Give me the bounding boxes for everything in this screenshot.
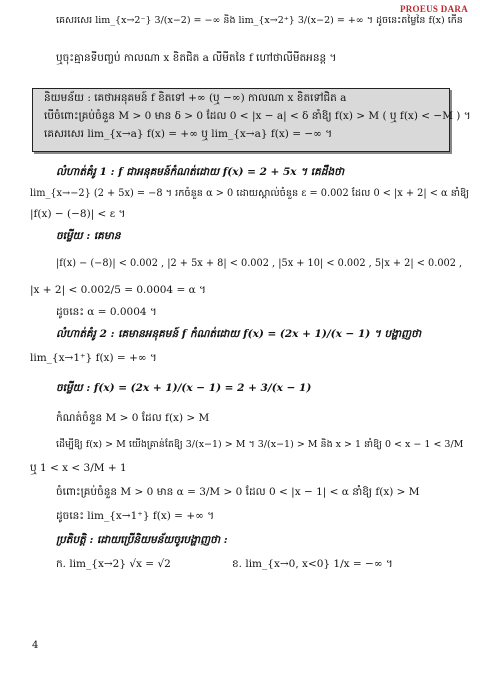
page-number: 4: [32, 640, 39, 651]
solution-1-step-a: |f(x) − (−8)| < 0.002 , |2 + 5x + 8| < 0.002 , |5x + 10| < 0.002 , 5|x + 2| < 0.002 ,: [56, 258, 463, 269]
solution-2-step-c: ឬ 1 < x < 3/M + 1: [30, 462, 127, 474]
text-line-1: គេសរសេរ lim_{x→2⁻} 3/(x−2) = −∞ និង lim_{x→2⁺} 3/(x−2) = +∞ ។ ដូចនេះតម្លៃនៃ f(x) កើន: [56, 15, 463, 26]
practice-heading: ប្រតិបត្តិ : ដោយប្រើនិយមន័យចូរបង្ហាញថា :: [56, 534, 228, 546]
solution-1-step-b: |x + 2| < 0.002/5 = 0.0004 = α ។: [30, 284, 206, 296]
solution-2-step-d: ចំពោះគ្រប់ចំនួន M > 0 មាន α = 3/M > 0 ដែល 0 < |x − 1| < α នាំឱ្យ f(x) > M: [56, 486, 420, 498]
solution-1-result: ដូចនេះ α = 0.0004 ។: [56, 306, 157, 318]
example-1-limit: lim_{x→−2} (2 + 5x) = −8 ។ រកចំនួន α > 0 ដោយស្គាល់ចំនួន ε = 0.002 ដែល 0 < |x + 2| < α នាំឱ្យ: [30, 188, 470, 199]
definition-line-1: និយមន័យ : គេថាអនុគមន៍ f ខិតទៅ +∞ (ឬ −∞) កាលណា x ខិតទៅជិត a: [44, 92, 347, 104]
solution-1-heading: ចម្លើយ : គេមាន: [56, 230, 121, 242]
example-2-statement: លំហាត់គំរូ 2 : គេមានអនុគមន៍ f កំណត់ដោយ f(x) = (2x + 1)/(x − 1) ។ បង្ហាញថា: [56, 328, 422, 340]
definition-line-2: បើចំពោះគ្រប់ចំនួន M > 0 មាន δ > 0 ដែល 0 < |x − a| < δ នាំឱ្យ f(x) > M ( ឬ f(x) < −M ) ។: [44, 110, 471, 122]
practice-item-b: ខ. lim_{x→0, x<0} 1/x = −∞ ។: [232, 558, 393, 570]
solution-2-step-a: កំណត់ចំនួន M > 0 ដែល f(x) > M: [56, 412, 210, 424]
example-1-statement: លំហាត់គំរូ 1 : f ជាអនុគមន៍កំណត់ដោយ f(x) = 2 + 5x ។ គេដឹងថា: [56, 166, 345, 178]
example-2-limit: lim_{x→1⁺} f(x) = +∞ ។: [30, 352, 157, 364]
page-header: PROEUS DARA: [399, 4, 468, 14]
solution-2-heading: ចម្លើយ : f(x) = (2x + 1)/(x − 1) = 2 + 3/(x − 1): [56, 382, 312, 394]
definition-line-3: គេសរសេរ lim_{x→a} f(x) = +∞ ឬ lim_{x→a} f(x) = −∞ ។: [44, 128, 333, 140]
practice-item-a: ក. lim_{x→2} √x = √2: [56, 558, 171, 570]
solution-2-step-b: ដើម្បីឱ្យ f(x) > M យើងគ្រាន់តែឱ្យ 3/(x−1) > M ។ 3/(x−1) > M និង x > 1 នាំឱ្យ 0 < x − 1 < 3/M: [56, 439, 464, 450]
solution-2-result: ដូចនេះ lim_{x→1⁺} f(x) = +∞ ។: [56, 510, 215, 522]
example-1-condition: |f(x) − (−8)| < ε ។: [30, 208, 126, 220]
text-line-2: ឬចុះគ្មានទីបញ្ចប់ កាលណា x ខិតជិត a លីមីតនៃ f ហៅថាលីមីតអនន្ត ។: [56, 52, 337, 64]
